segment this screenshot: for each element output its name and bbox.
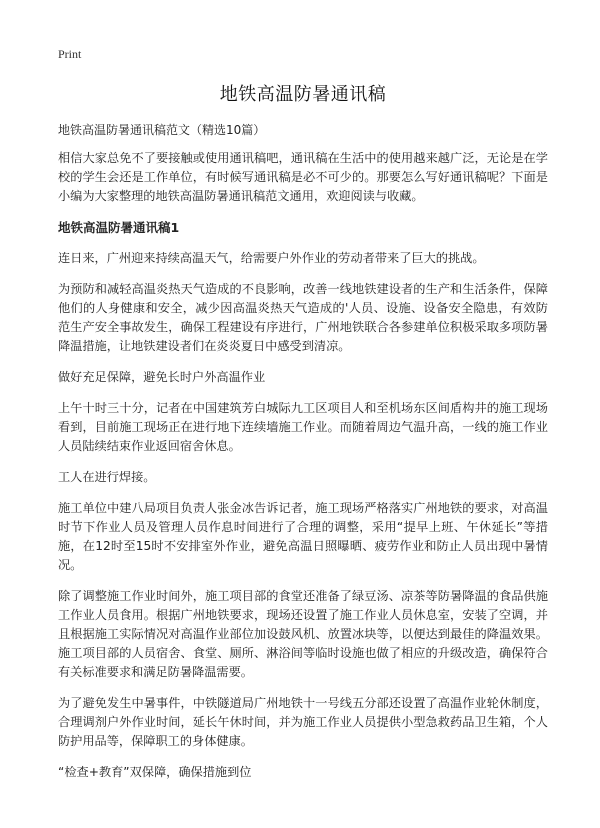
paragraph: 为预防和减轻高温炎热天气造成的不良影响，改善一线地铁建设者的生产和生活条件，保障他们的人身健康和安全，减少因高温炎热天气造成的'人员、设施、设备安全隐患，有效防范生产安全事故发生，确保工程建设有序进行，广州地铁联合各参建单位积极采取多项防暑降温措施，让地铁建设者们在炎炎夏日中感受到清凉。 [58,282,548,353]
page-title: 地铁高温防暑通讯稿 [219,84,387,105]
paragraph: “检查+教育”双保障，确保措施到位 [58,765,252,779]
section-heading: 地铁高温防暑通讯稿1 [58,220,180,235]
paragraph: 连日来，广州迎来持续高温天气，给需要户外作业的劳动者带来了巨大的挑战。 [58,251,485,265]
paragraph: 上午十时三十分，记者在中国建筑芳白城际九工区项目人和至机场东区间盾构井的施工现场看到，目前施工现场正在进行地下连续墙施工作业。而随着周边气温升高，一线的施工作业人员陆续结束作业返回宿舍休息。 [58,401,548,453]
paragraph: 工人在进行焊接。 [58,470,156,484]
intro-paragraph: 相信大家总免不了要接触或使用通讯稿吧，通讯稿在生活中的使用越来越广泛，无论是在学校的学生会还是工作单位，有时候写通讯稿是必不可少的。那要怎么写好通讯稿呢？下面是小编为大家整理的地铁高温防暑通讯稿范文通用，欢迎阅读与收藏。 [58,151,548,203]
paragraph: 施工单位中建八局项目负责人张金冰告诉记者，施工现场严格落实广州地铁的要求，对高温时节下作业人员及管理人员作息时间进行了合理的调整，采用“提早上班、午休延长”等措施，在12时至15时不安排室外作业，避免高温日照曝晒、疲劳作业和防止人员出现中暑情况。 [58,501,548,572]
paragraph: 做好充足保障，避免长时户外高温作业 [58,370,266,384]
paragraph: 除了调整施工作业时间外，施工项目部的食堂还准备了绿豆汤、凉茶等防暑降温的食品供施工作业人员食用。根据广州地铁要求，现场还设置了施工作业人员休息室，安装了空调，并且根据施工实际情况对高温作业部位加设鼓风机、放置冰块等，以便达到最佳的降温效果。施工项目部的人员宿舍、食堂、厕所、淋浴间等临时设施也做了相应的升级改造，确保符合有关标准要求和满足防暑降温需要。 [58,589,548,679]
article-body [58,149,548,794]
subtitle: 地铁高温防暑通讯稿范文（精选10篇） [58,123,266,137]
paragraph: 为了避免发生中暑事件，中铁隧道局广州地铁十一号线五分部还设置了高温作业轮休制度，合理调剂户外作业时间，延长午休时间，并为施工作业人员提供小型急救药品卫生箱，个人防护用品等，保障职工的身体健康。 [58,696,548,748]
print-link[interactable]: Print [58,47,82,61]
